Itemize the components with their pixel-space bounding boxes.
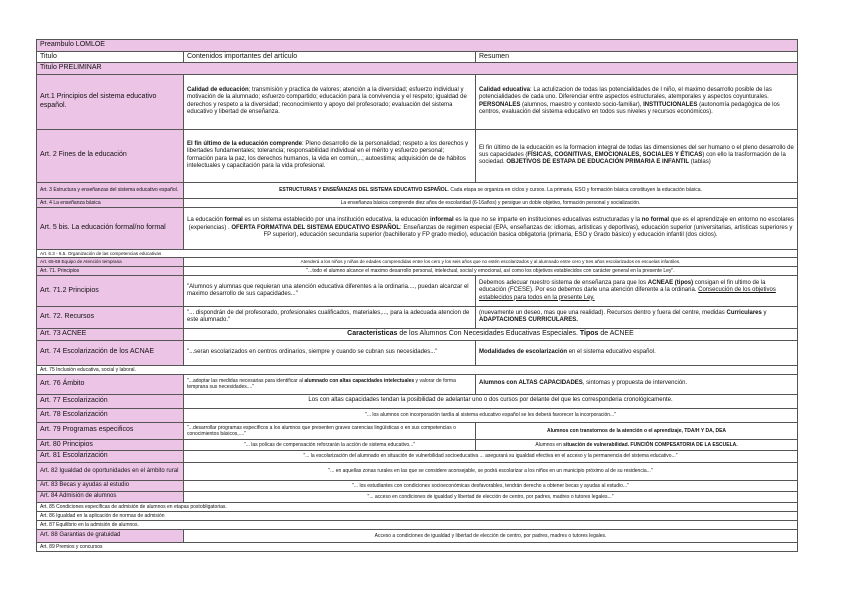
article-label: Art. 76 Ámbito [37,374,184,394]
article-label: Art. 87 Equilibrio en la admisión de alumnos. [37,520,798,529]
table-row [37,520,798,529]
article-label: Art. 86 Igualdad en la aplicación de normas de admisión [37,511,798,520]
summary-text: El fin último de la educación es la formacion integral de todas las dimensiones del ser humano o el pleno desarrollo de sus capacidades ( [479,144,794,158]
table-row [37,129,798,182]
article-label: Art. 71.2 Principios [37,275,184,306]
article-label: Art.1 Principios del sistema educativo español. [37,74,184,129]
article-merged: "...todo el alumno alcance el maximo desarrollo personal, intelectual, social y emocional, así como los objetivos establecidos con carácter general en la presente Ley". [184,266,798,275]
table-row [37,207,798,249]
table-row [37,365,798,374]
merged-text: La educación [187,217,225,224]
article-merged: "... los estudiantes con condiciones socioeconómicas desfavorables, tendrán derecho a obtener becas y ayudas al estudio..." [184,480,798,491]
table-row [37,340,798,365]
article-label: Art. 75 Inclusión educativa, social y laboral. [37,365,798,374]
article-merged: Acceso a condiciones de igualdad y libertad de elección de centro, por padres, madres o tutores legales. [184,529,798,542]
article-label: Art. 6.3 - 6.5. Organización de las competencias educativas [37,249,798,258]
table-row [37,491,798,502]
table-row [37,422,798,439]
table-row [37,480,798,491]
article-merged: "... en aquellas zonas rurales en las que se considere aconsejable, se podrá escolarizar a los niños en un municipio próximo al de su residencia..." [184,462,798,480]
article-label: Art. 77 Escolarización [37,394,184,408]
article-content [184,74,476,129]
column-header-row [37,51,798,63]
table-row [37,198,798,207]
summary-text: consigan el fin ultimo de la educación (FCESE). Por eso debemos darle una atención diferente a la ordinaria. [479,280,766,294]
article-summary [476,275,798,306]
header-contenidos: Contenidos importantes del artículo [184,51,476,63]
article-label: Art. 74 Escolarización de los ACNAE [37,340,184,365]
merged-text: de ACNEE [598,329,634,337]
summary-text: (tablas) [689,159,711,166]
summary-text: Debemos adecuar nuestro sistema de enseñanza para que los [479,280,648,286]
table-row [37,462,798,480]
article-summary [476,340,798,365]
table-row [37,451,798,463]
content-text: y valorar de forma temprana sus necesidades...." [187,378,456,391]
article-merged: "... la escolarización del alumnado en situación de vulnerbilidad socioeducativa ... asegurará su igualdad efectiva en el acceso y la permanencia del sistema educativo..." [184,451,798,463]
article-merged [184,328,798,340]
summary-underline: Consecución de los objetivos establecidos para todos en la presente Ley. [479,287,776,301]
summary-bold: Alumnos con ALTAS CAPACIDADES [479,380,583,387]
merged-text: de los Alumnos Con Necesidades Educativas Especiales. [397,329,580,337]
merged-bold: informal [429,217,454,224]
lomloe-summary-table [36,39,798,552]
preambulo-cell: Preambulo LOMLOE [37,40,798,52]
summary-bold: Curriculares [726,310,762,317]
summary-text: ) con ello la trasformación de la sociedad. [479,151,786,166]
summary-bold: Modalidades de escolarización [479,348,568,355]
content-bold: El fin último de la educación comprende [187,140,303,147]
merged-text: es un sistema establecido por una institución educativa, la educación [242,217,430,224]
summary-text: en el sistema educativo español. [567,348,656,355]
content-bold: alumnado con altas capacidades intelectuales [304,378,415,384]
article-summary [476,439,798,451]
article-label: Art. 2 Fines de la educación [37,129,184,182]
article-content: "...desarrollar programas específicos a los alumnos que presenten graves carencias lingüísticas o en sus competencias o conocimientos básicos,...." [184,422,476,439]
table-row [37,266,798,275]
table-row [37,74,798,129]
summary-text: : La actulizacion de todas las potencialidades de l niño, el maximo desarrollo posible de las potencialidades de cada uno. Diferenciar entre aspectos estructurales, atemporales y aspectos coyunturales. [479,86,772,101]
table-row [37,529,798,542]
article-content [184,129,476,182]
merged-text: que es el aprendizaje en entorno no escolares (experiencias) . [188,217,794,231]
summary-text: y [761,310,767,317]
merged-bold: no formal [641,217,670,224]
titulo-preliminar-cell: Titulo PRELIMINAR [37,63,798,75]
article-summary: Alumnos con transtornos de la atención o el aprendizaje, TDA/H Y DA, DEA [476,422,798,439]
article-summary [476,129,798,182]
article-label: Art. 78 Escolarización [37,408,184,422]
table-row [37,374,798,394]
table-row [37,511,798,520]
article-content [184,374,476,394]
merged-bold: Caracteristicas [347,329,398,337]
summary-bold: Calidad educativa [479,86,531,93]
summary-text: (autonomía pedagógica de los centros, evaluación del sistema educativo en todos sus niveles y recursos económicos). [479,101,780,115]
article-content: "Alumnos y alumnas que requieran una atención educativa diferentes a la ordinaria...., puedan alcanzar el maximo desarrollo de sus capacidades..." [184,275,476,306]
table-row [37,439,798,451]
content-bold: Calidad de educación [187,86,249,93]
summary-bold: ACNEAE (tipos) [647,280,694,286]
table-row [37,258,798,267]
header-resumen: Resumen [476,51,798,63]
article-merged: La enseñanza básica comprende diez años de escolaridad (6-16años) y persigue un doble objetivo, formación personal y socialización. [184,198,798,207]
article-label: Art. 89 Premios y concursos [37,542,798,551]
article-summary [476,306,798,328]
article-content: "... dispondrán de del profesorado, profesionales cualificados, materiales,..., para la adecuada atencion de este alumnado." [184,306,476,328]
summary-bold: ADAPTACIONES CURRICULARES. [479,317,578,324]
preambulo-row [37,40,798,52]
merged-text: : Enseñanzas de regimen especial (EPA, enseñanzas de: idiomas, artisticas y deportivas), educación superior (universitarias, artisticas superiores y FP superior), educación secundaria superior (bachillerato y FP grado medio), educación basica obligatoria (primaria, ESO y Grado básico) y educación infantil (dos ciclos). [263,224,793,238]
content-text: "...adoptar las medidas necesarias para identificar al [187,378,305,384]
article-label: Art. 3 Estructura y enseñanzas del sistema educativo español. [37,182,184,198]
summary-bold: PERSONALES [479,101,521,108]
article-label: Art. 73 ACNEE [37,328,184,340]
header-titulo: Titulo [37,51,184,63]
article-label: Art. 82 Igualdad de oportunidades en el ámbito rural [37,462,184,480]
summary-bold: INSTITUCIONALES [643,101,698,108]
article-merged [184,207,798,249]
merged-bold: OFERTA FORMATIVA DEL SISTEMA EDUCATIVO ESPAÑOL [231,224,400,231]
article-label: Art. 88 Garantias de gratuidad [37,529,184,542]
summary-bold: OBJETIVOS DE ESTAPA DE EDUCACIÓN PRIMARIA E INFANTIL [506,159,690,166]
article-label: Art. 84 Admisión de alumnos [37,491,184,502]
article-label: Art. 65-68 Equipo de Atención temprana [37,258,184,267]
article-label: Art. 71. Principios [37,266,184,275]
summary-text: (alumnos, maestro y contexto socio-familiar), [520,101,644,108]
article-label: Art. 85 Condiciones específicas de admisión de alumnos en etapas postobligatorias. [37,502,798,511]
article-label: Art. 72. Recursos [37,306,184,328]
summary-bold: situación de vulnerabilidad. FUNCIÓN COMPESATORIA DE LA ESCUELA. [563,441,738,448]
summary-bold: FÍSICAS, COGNITIVAS, EMOCIONALES, SOCIALES Y ÉTICAS [527,151,703,158]
article-label: Art. 81 Escolarización [37,451,184,463]
titulo-preliminar-row [37,63,798,75]
merged-text: . Cada etapa se organiza en ciclos y cursos. La primaria, ESO y formación básica constituyen la educación básica. [447,187,702,194]
article-content: "... las polícas de compensación reforzarán la acción de sistema educativo..." [184,439,476,451]
article-merged [184,182,798,198]
article-merged: "... acceso en condiciones de igualdad y libertad de elección de centro, por padres, madres o tutores legales..." [184,491,798,502]
merged-bold: formal [224,217,243,224]
table-row [37,182,798,198]
summary-text: Alumnos en [535,441,564,448]
summary-text: (nuevamente un deseo, mas que una realidad). Recursos dentro y fuera del centre, medidas [479,310,727,317]
article-label: Art. 79 Programas especificos [37,422,184,439]
article-merged: Atenderá a los niños y niñas de edades comprendidas entre los cero y los seis años que no estén escolarizados y al alumnado entre cero y tres años escolarizados en escuelas infantiles. [184,258,798,267]
merged-text: es la que no se imparte en instituciones educativas estructuradas y la [453,217,642,224]
table-row [37,408,798,422]
table-row [37,542,798,551]
table-row [37,502,798,511]
merged-bold: ESTRUCTURAS Y ENSEÑANZAS DEL SISTEMA EDUCATIVO ESPAÑOL [279,187,448,194]
table-row [37,328,798,340]
content-text: ; transmisión y practica de valores; atención a la diversidad; esfuerzo individual y motivación de la alumnado; esfuerzo compartido; educación para la convivencia y el respeto; igualdad de derechos y respeto a la diversidad; reconocimiento y apoyo del profesorado; evaluación del sistema educativo y libertad de enseñanza. [187,86,467,115]
article-summary [476,74,798,129]
table-row [37,249,798,258]
article-label: Art. 5 bis. La educación formal/no formal [37,207,184,249]
table-row [37,306,798,328]
summary-text: , sintomas y propuesta de intervención. [582,380,688,387]
article-label: Art. 83 Becas y ayudas al estudio [37,480,184,491]
article-merged: "... los alumnos con incorporación tardía al sistema educativo español se les deberá favorecer la incorporación..." [184,408,798,422]
article-summary [476,374,798,394]
article-label: Art. 80 Principios [37,439,184,451]
table-row [37,394,798,408]
merged-bold: Tipos [579,329,599,337]
table-row [37,275,798,306]
article-content: "...seran escolarizados en centros ordinarios, siempre y cuando se cubran sus necesidades..." [184,340,476,365]
article-label: Art. 4 La enseñanza básica [37,198,184,207]
content-text: : Pleno desarrollo de la personalidad; respeto a los derechos y libertades fundamentales; tolerancia; responsabilidad individual en el mérito y esfuerzo personal; formación para la paz, los derechos humanos, la vida en común,..; autoestima; adquisición de de hábitos intelectuales y capacitación para la vida profesional. [187,140,469,169]
article-merged: Los con altas capacidades tendan la posibilidad de adelantar uno o dos cursos por delante del que les corresponderia cronológicamente. [184,394,798,408]
